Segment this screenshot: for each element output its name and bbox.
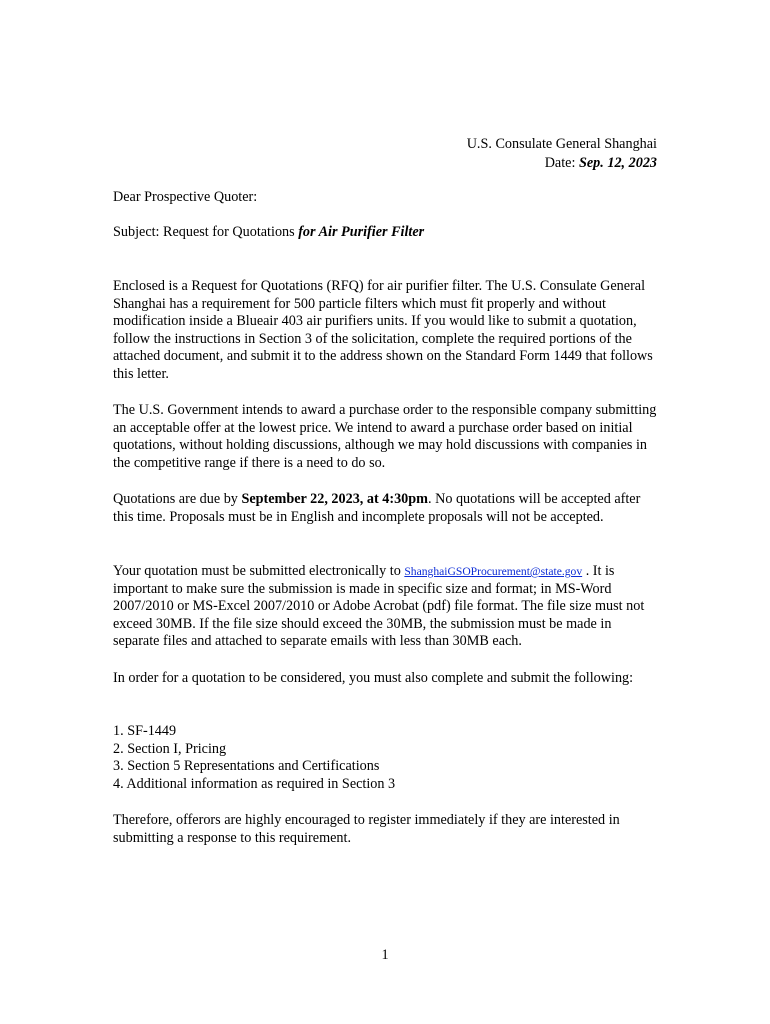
letter-header [467, 135, 657, 172]
paragraph-rfq-intro: Enclosed is a Request for Quotations (RFQ) for air purifier filter. The U.S. Consulate General Shanghai has a requirement for 500 particle filters which must fit properly and without modification inside a Blueair 403 air purifiers units. If you would like to submit a quotation, follow the instructions in Section 3 of the solicitation, complete the required portions of the attached document, and submit it to the address shown on the Standard Form 1449 that follows this letter. [113, 278, 653, 382]
paragraph-closing: Therefore, offerors are highly encouraged to register immediately if they are interested in submitting a response to this requirement. [113, 812, 620, 846]
paragraph-award-intent: The U.S. Government intends to award a purchase order to the responsible company submitting an acceptable offer at the lowest price. We intend to award a purchase order based on initial quotations, without holding discussions, although we may hold discussions with companies in the competitive range if there is a need to do so. [113, 402, 657, 471]
requirements-list [113, 723, 659, 793]
due-date-deadline: September 22, 2023, at 4:30pm [241, 491, 428, 507]
letter-date [467, 154, 657, 173]
page-number: 1 [381, 947, 389, 963]
salutation: Dear Prospective Quoter: [113, 189, 258, 205]
submission-after: . It is important to make sure the submission is made in specific size and format; in MS-Word 2007/2010 or MS-Excel 2007/2010 or Adobe Acrobat (pdf) file format. The file size must not exceed 30MB. If the file size should exceed the 30MB, the submission must be made in separate files and attached to separate emails with less than 30MB each. [113, 563, 645, 650]
subject-emphasis: for Air Purifier Filter [298, 224, 425, 240]
paragraph-submission [113, 563, 659, 651]
procurement-email-link[interactable]: ShanghaiGSOProcurement@state.gov [404, 565, 583, 578]
due-date-after: . No quotations will be accepted after this time. Proposals must be in English and incomplete proposals will not be accepted. [113, 491, 641, 525]
date-value: Sep. 12, 2023 [578, 154, 657, 171]
paragraph-due-date [113, 491, 659, 526]
subject-line [113, 224, 659, 242]
list-item: 4. Additional information as required in Section 3 [113, 775, 396, 792]
subject-prefix: Subject: Request for Quotations [113, 224, 299, 240]
list-item: 1. SF-1449 [113, 723, 177, 739]
paragraph-requirements-intro: In order for a quotation to be considered, you must also complete and submit the following: [113, 670, 634, 686]
list-item: 2. Section I, Pricing [113, 740, 227, 757]
due-date-before: Quotations are due by [113, 491, 242, 507]
submission-before: Your quotation must be submitted electronically to [113, 563, 405, 579]
sender-organization: U.S. Consulate General Shanghai [466, 136, 657, 152]
list-item: 3. Section 5 Representations and Certifications [113, 758, 380, 775]
date-label: Date: [544, 154, 579, 171]
